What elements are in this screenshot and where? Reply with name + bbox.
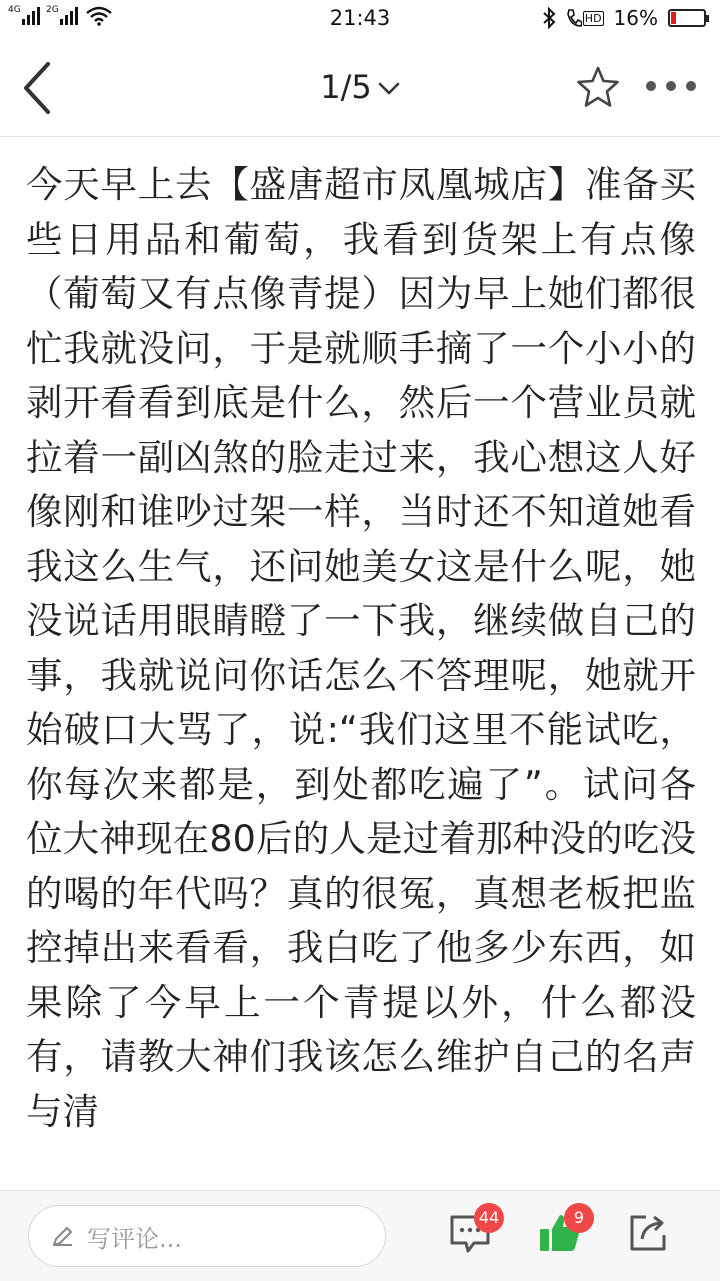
share-icon (626, 1211, 670, 1255)
network-type-1: 4G (8, 5, 21, 15)
header (0, 38, 720, 137)
network-type-2: 2G (46, 5, 59, 15)
hd-call-icon (566, 8, 604, 28)
pencil-icon (51, 1224, 75, 1248)
bottom-bar (0, 1190, 720, 1281)
battery-level (671, 12, 676, 24)
comment-placeholder: 写评论... (87, 1224, 182, 1253)
comment-input[interactable] (28, 1205, 386, 1267)
bluetooth-icon (542, 7, 556, 29)
status-bar (0, 0, 720, 38)
star-icon[interactable] (574, 64, 622, 112)
page-indicator: 1/5 (320, 68, 372, 106)
more-icon[interactable] (646, 76, 702, 96)
clock: 21:43 (329, 6, 391, 30)
like-count-badge: 9 (564, 1203, 594, 1233)
battery-percent: 16% (613, 6, 658, 30)
comment-count-badge: 44 (474, 1203, 504, 1233)
article-body: 今天早上去【盛唐超市凤凰城店】准备买些日用品和葡萄，我看到货架上有点像（葡萄又有点像青提）因为早上她们都很忙我就没问，于是就顺手摘了一个小小的剥开看看到底是什么，然后一个营业员就拉着一副凶煞的脸走过来，我心想这人好像刚和谁吵过架一样，当时还不知道她看我这么生气，还问她美女这是什么呢，她没说话用眼睛瞪了一下我，继续做自己的事，我就说问你话怎么不答理呢，她就开始破口大骂了，说:“我们这里不能试吃，你每次来都是，到处都吃遍了”。试问各位大神现在80后的人是过着那种没的吃没的喝的年代吗？真的很冤，真想老板把监控掉出来看看，我白吃了他多少东西，如果除了今早上一个青提以外，什么都没有，请教大神们我该怎么维护自己的名声与清 (26, 163, 696, 1133)
share-button[interactable] (626, 1211, 674, 1259)
status-right (542, 6, 706, 30)
comment-button[interactable] (448, 1208, 500, 1259)
battery-icon (668, 9, 706, 27)
chevron-down-icon (378, 82, 400, 96)
like-button[interactable] (538, 1208, 586, 1259)
hd-label: HD (584, 11, 602, 25)
